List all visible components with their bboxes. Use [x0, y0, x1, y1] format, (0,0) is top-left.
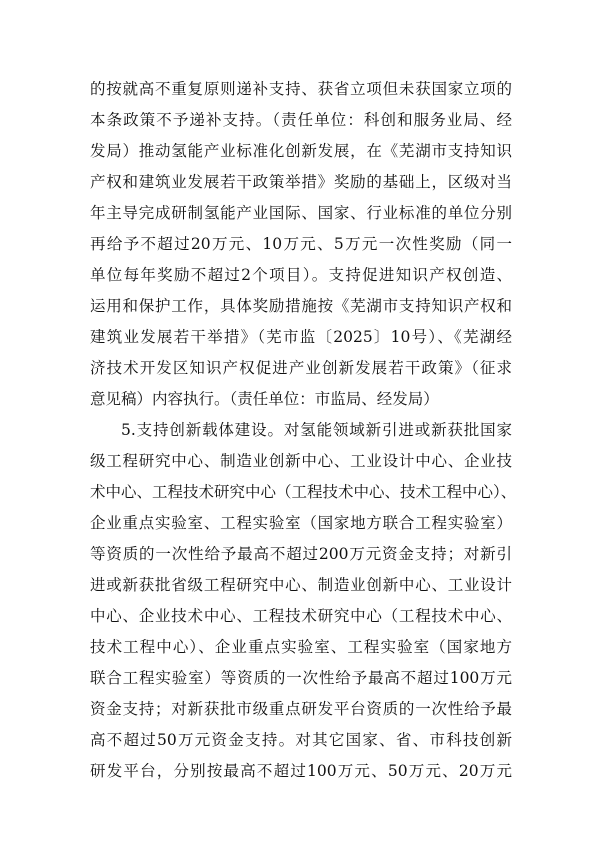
text-line: 本条政策不予递补支持。（责任单位：科创和服务业局、经: [90, 111, 512, 129]
text-line: 的按就高不重复原则递补支持、获省立项但未获国家立项的: [90, 80, 512, 98]
text-line: 中心、企业技术中心、工程技术研究中心（工程技术中心、: [90, 607, 512, 625]
text-line: 术中心、工程技术研究中心（工程技术中心、技术工程中心）、: [90, 483, 517, 501]
text-line: 产权和建筑业发展若干政策举措》奖励的基础上，区级对当: [90, 173, 512, 191]
text-line: 资金支持；对新获批市级重点研发平台资质的一次性给予最: [90, 700, 512, 718]
text-line: 技术工程中心）、企业重点实验室、工程实验室（国家地方: [90, 638, 512, 656]
text-line: 级工程研究中心、制造业创新中心、工业设计中心、企业技: [90, 452, 512, 470]
text-line-paragraph-start: 5.支持创新载体建设。对氢能领域新引进或新获批国家: [121, 421, 512, 439]
text-line-paragraph-end: 意见稿）内容执行。（责任单位：市监局、经发局）: [90, 390, 439, 408]
text-line: 发局）推动氢能产业标准化创新发展，在《芜湖市支持知识: [90, 142, 512, 160]
text-line: 单位每年奖励不超过2个项目）。支持促进知识产权创造、: [90, 266, 512, 284]
text-line: 建筑业发展若干举措》（芜市监〔2025〕10号）、《芜湖经: [90, 328, 512, 346]
text-line: 等资质的一次性给予最高不超过200万元资金支持；对新引: [90, 545, 512, 563]
text-line: 年主导完成研制氢能产业国际、国家、行业标准的单位分别: [90, 204, 512, 222]
text-line: 再给予不超过20万元、10万元、5万元一次性奖励（同一: [90, 235, 512, 253]
text-line: 济技术开发区知识产权促进产业创新发展若干政策》（征求: [90, 359, 512, 377]
text-line: 高不超过50万元资金支持。对其它国家、省、市科技创新: [90, 731, 512, 749]
text-line: 运用和保护工作，具体奖励措施按《芜湖市支持知识产权和: [90, 297, 512, 315]
text-line: 研发平台，分别按最高不超过100万元、50万元、20万元: [90, 762, 512, 780]
text-line: 进或新获批省级工程研究中心、制造业创新中心、工业设计: [90, 576, 512, 594]
text-line: 联合工程实验室）等资质的一次性给予最高不超过100万元: [90, 669, 512, 687]
text-line: 企业重点实验室、工程实验室（国家地方联合工程实验室）: [90, 514, 512, 532]
